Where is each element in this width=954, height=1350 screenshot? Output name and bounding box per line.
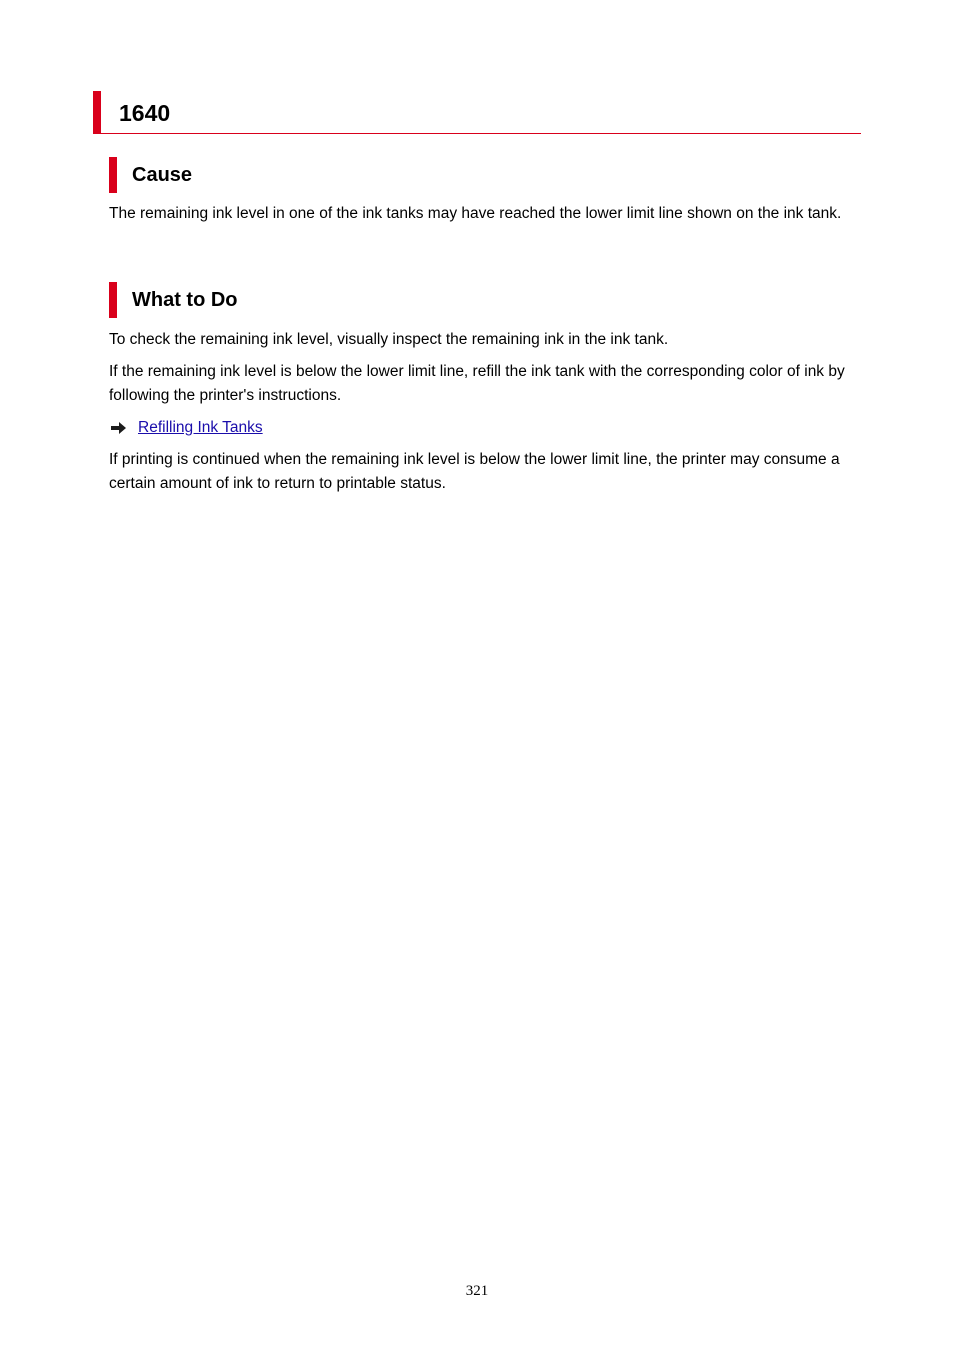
cause-text: The remaining ink level in one of the ink tanks may have reached the lower limit line shown on the ink tank. bbox=[109, 205, 842, 222]
title-accent-bar bbox=[93, 91, 101, 133]
section-accent-bar bbox=[109, 282, 117, 318]
refilling-ink-tanks-link[interactable]: Refilling Ink Tanks bbox=[138, 419, 263, 436]
refill-instructions-text: If the remaining ink level is below the lower limit line, refill the ink tank with the corresponding color of ink by following the printer's instructions. bbox=[109, 363, 845, 404]
page-title: 1640 bbox=[119, 100, 171, 126]
arrow-right-icon bbox=[111, 422, 127, 434]
cause-section-header bbox=[109, 157, 809, 193]
page-number: 321 bbox=[465, 1283, 489, 1299]
check-ink-text: To check the remaining ink level, visually inspect the remaining ink in the ink tank. bbox=[109, 331, 669, 348]
continued-printing-text: If printing is continued when the remaining ink level is below the lower limit line, the printer may consume a certain amount of ink to return to printable status. bbox=[109, 451, 840, 492]
what-to-do-section-header bbox=[109, 282, 809, 318]
section-accent-bar bbox=[109, 157, 117, 193]
page-title-header bbox=[93, 91, 861, 134]
refilling-link-row bbox=[111, 416, 263, 440]
what-to-do-heading: What to Do bbox=[132, 289, 238, 311]
cause-heading: Cause bbox=[132, 164, 193, 186]
